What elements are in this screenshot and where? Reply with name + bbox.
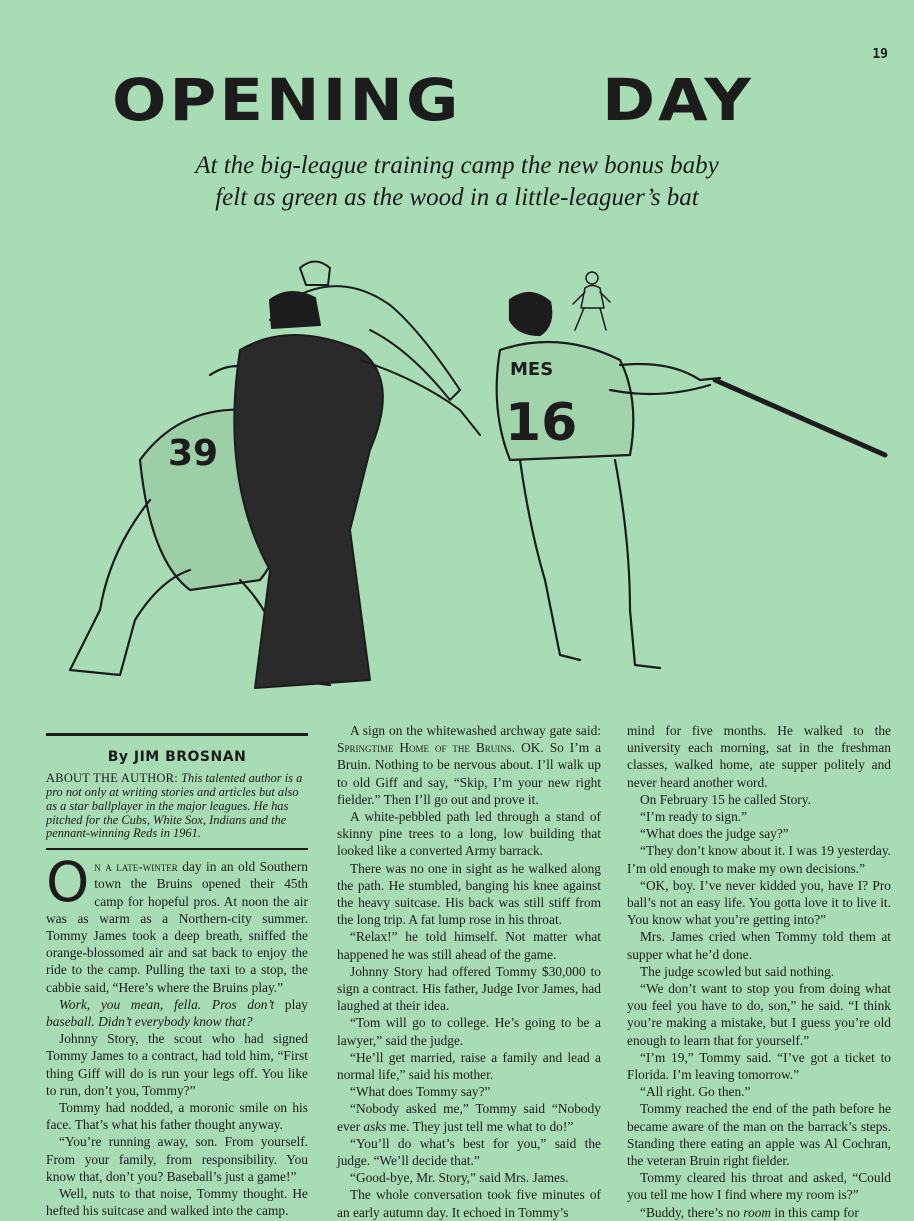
text-span: in this camp for [771, 1204, 859, 1220]
page-number: 19 [872, 47, 888, 62]
headline [0, 66, 914, 136]
story-paragraph: Tommy had nodded, a moronic smile on his face. That’s what his father thought anyway. [46, 1100, 308, 1133]
story-paragraph: Johnny Story, the scout who had signed Tommy James to a contract, had told him, “First thing Giff will do is run your legs off. You like to run, don’t you, Tommy?” [46, 1031, 308, 1098]
lead-smallcaps: n a late-winter [94, 859, 178, 875]
text-span: A sign on the whitewashed archway gate said: [350, 723, 601, 738]
story-paragraph: “I’m ready to sign.” [640, 809, 748, 825]
drop-cap: O [46, 850, 90, 915]
text-span: OK. So I’m a Bruin. Nothing to be nervous about. I’ll walk up to old Giff and say, “Skip, I’m your new right fielder.” Then I’ll go out and prove it. [337, 740, 602, 807]
italic-text: baseball. Didn’t everybody know that? [46, 1014, 253, 1030]
story-paragraph: Johnny Story had offered Tommy $30,000 to sign a contract. His father, Judge Ivor James, had laughed at their idea. [337, 963, 601, 1014]
story-paragraph: “You’ll do what’s best for you,” said the judge. “We’ll decide that.” [337, 1135, 601, 1169]
story-paragraph: “I’m 19,” Tommy said. “I’ve got a ticket to Florida. I’m leaving tomorrow.” [627, 1049, 891, 1083]
story-paragraph: Mrs. James cried when Tommy told them at supper what he’d done. [627, 929, 891, 962]
batter-figure [497, 293, 885, 668]
story-paragraph: “Relax!” he told himself. Not matter what happened he was still ahead of the game. [337, 929, 601, 962]
subheadline-line-1: At the big-league training camp the new bonus baby [195, 152, 719, 179]
subheadline [0, 150, 914, 214]
story-paragraph: A white-pebbled path led through a stand of skinny pine trees to a long, low building that looked like a converted Army barrack. [337, 809, 601, 859]
story-paragraph: The judge scowled but said nothing. [640, 963, 835, 979]
byline-rule [46, 733, 308, 736]
text-span: “Buddy, there’s no [640, 1204, 744, 1220]
story-paragraph [337, 1100, 601, 1134]
batter-jersey-number: 16 [505, 393, 578, 453]
story-paragraph: There was no one in sight as he walked along the path. He stumbled, banging his knee against the heavy suitcase. His back was still stiff from the long trip. A fat lump rose in his throat. [337, 860, 601, 928]
story-paragraph [337, 722, 601, 808]
baseball-illustration [40, 250, 900, 700]
story-paragraph: “Tom will go to college. He’s going to be a lawyer,” said the judge. [337, 1015, 601, 1048]
headline-word-day: DAY [602, 67, 754, 135]
catcher-jersey-number: 39 [168, 433, 219, 474]
story-paragraph: mind for five months. He walked to the university each morning, sat in the freshman classes, walked home, ate supper politely and never heard another word. [627, 723, 891, 790]
story-paragraph: Tommy reached the end of the path before he became aware of the man on the barrack’s steps. Standing there eating an apple was Al Cochran, the veteran Bruin right fielder. [627, 1101, 891, 1169]
story-paragraph: “What does Tommy say?” [350, 1084, 491, 1100]
italic-text: asks [363, 1118, 387, 1134]
story-paragraph: “We don’t want to stop you from doing what you feel you have to do, son,” he said. “I think you’re making a mistake, but I guess you’re old enough to learn that for yourself.” [627, 981, 891, 1048]
story-paragraph: The whole conversation took five minutes of an early autumn day. It echoed in Tommy’s [337, 1187, 601, 1220]
story-paragraph: “What does the judge say?” [640, 826, 789, 842]
story-paragraph [46, 996, 308, 1030]
article-column-3 [627, 722, 891, 1221]
story-lead-paragraph [46, 850, 308, 996]
batter-jersey-name: MES [510, 359, 554, 380]
text-span: play [274, 996, 308, 1012]
distant-fielder-figure [573, 272, 610, 330]
sign-text: Springtime Home of the Bruins. [337, 740, 516, 756]
subheadline-line-2: felt as green as the wood in a little-leaguer’s bat [215, 184, 699, 211]
story-paragraph: Tommy cleared his throat and asked, “Could you tell me how I find where my room is?” [627, 1170, 891, 1203]
italic-text: room [743, 1204, 772, 1220]
text-span: me. They just tell me what to do!” [386, 1118, 574, 1134]
story-paragraph: “He’ll get married, raise a family and lead a normal life,” said his mother. [337, 1049, 601, 1083]
story-paragraph: “OK, boy. I’ve never kidded you, have I? Pro ball’s not an easy life. You gotta love it to live it. You know what you’re getting into?” [627, 877, 891, 928]
story-paragraph: Well, nuts to that noise, Tommy thought. He hefted his suitcase and walked into the camp. [46, 1186, 308, 1219]
story-paragraph: “They don’t know about it. I was 19 yesterday. I’m old enough to make my own decisions.” [627, 843, 892, 876]
story-paragraph: “You’re running away, son. From yourself. From your family, from responsibility. You know that, don’t you? Baseball’s just a game!” [46, 1134, 308, 1184]
story-paragraph [627, 1204, 891, 1221]
italic-text: Work, you mean, fella. Pros don’t [59, 996, 275, 1012]
about-the-author [46, 772, 308, 841]
story-paragraph: “All right. Go then.” [640, 1084, 751, 1100]
text-span: “Nobody asked me,” Tommy said “Nobody ever [337, 1101, 601, 1134]
about-label: ABOUT THE AUTHOR: [46, 771, 178, 786]
article-column-2 [337, 722, 601, 1221]
headline-word-opening: OPENING [112, 67, 462, 135]
story-paragraph: On February 15 he called Story. [640, 791, 811, 807]
story-paragraph: “Good-bye, Mr. Story,” said Mrs. James. [350, 1170, 569, 1186]
byline: By JIM BROSNAN [107, 749, 247, 765]
lead-text: day in an old Southern town the Bruins opened their 45th camp for hopeful pros. At noon the air was as warm as a Northern-city summer. Tommy James took a deep breath, sniffed the orange-blossomed air and sat back to enjoy the ride to the camp. Pulling the taxi to a stop, the cabbie said, “Here’s where the Bruins play.” [46, 859, 308, 995]
article-column-1 [46, 722, 308, 1219]
home-plate-umpire-figure [234, 292, 480, 688]
about-text: This talented author is a pro not only at writing stories and articles but also as a star ballplayer in the major leagues. He has pitched for the Cubs, White Sox, Indians and the pennant-winning Reds in 1961. [46, 771, 303, 841]
